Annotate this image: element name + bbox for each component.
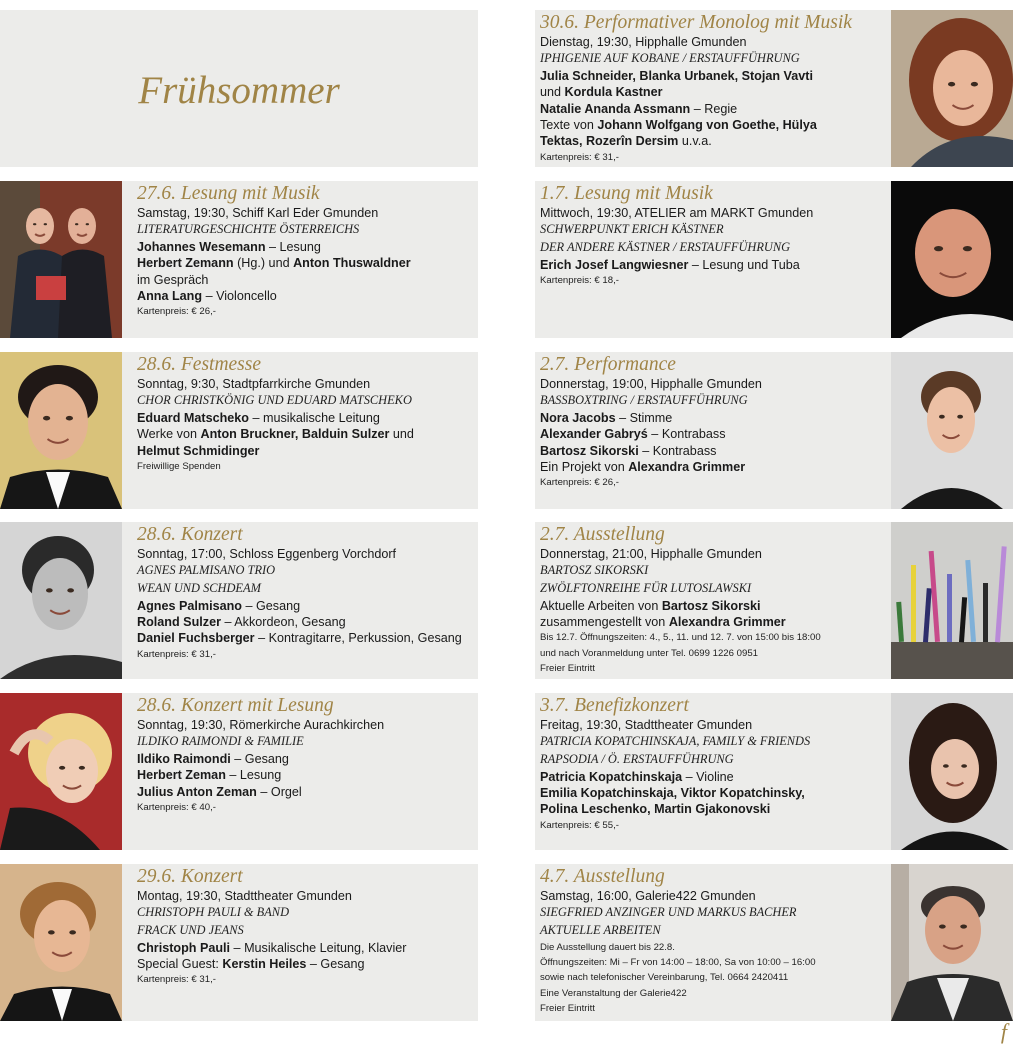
event-line xyxy=(137,940,406,956)
line-text: SCHWERPUNKT ERICH KÄSTNER xyxy=(540,222,724,237)
line-text: WEAN UND SCHDEAM xyxy=(137,581,261,596)
performer-name: Ildiko Raimondi xyxy=(137,752,231,767)
event-card xyxy=(535,181,1013,338)
event-line xyxy=(137,630,462,646)
event-line xyxy=(540,133,852,149)
line-text: – Gesang xyxy=(306,957,365,972)
line-text: Öffnungszeiten: Mi – Fr von 14:00 – 18:00, Sa von 10:00 – 16:00 xyxy=(540,957,816,969)
line-text: Eine Veranstaltung der Galerie422 xyxy=(540,987,687,999)
line-text: im Gespräch xyxy=(137,272,209,287)
title-card xyxy=(0,10,478,167)
event-photo xyxy=(0,181,122,338)
event-line xyxy=(540,410,762,426)
event-line xyxy=(137,784,384,800)
event-heading: 30.6. Performativer Monolog mit Musik xyxy=(540,12,852,33)
line-text: – Lesung und Tuba xyxy=(688,257,800,272)
line-text: – Violoncello xyxy=(202,288,277,303)
event-card xyxy=(0,181,478,338)
event-photo xyxy=(891,181,1013,338)
event-note xyxy=(137,459,414,474)
event-line xyxy=(540,101,852,117)
page-title: Frühsommer xyxy=(138,69,340,112)
event-line xyxy=(137,888,406,904)
event-text xyxy=(137,183,411,319)
event-line xyxy=(540,426,762,442)
line-text: – musikalische Leitung xyxy=(248,411,380,426)
event-text xyxy=(540,12,852,165)
event-heading: 1.7. Lesung mit Musik xyxy=(540,183,713,204)
line-text: ILDIKO RAIMONDI & FAMILIE xyxy=(137,734,304,749)
event-photo xyxy=(0,522,122,679)
line-text: Kartenpreis: € 26,- xyxy=(137,306,216,318)
event-program-title xyxy=(137,221,411,239)
performer-name: Polina Leschenko, Martin Gjakonovski xyxy=(540,802,771,817)
performer-name: Alexander Gabryś xyxy=(540,427,648,442)
performer-name: Christoph Pauli xyxy=(137,940,231,955)
event-line xyxy=(137,614,462,630)
event-text xyxy=(137,354,414,474)
event-line xyxy=(540,205,813,221)
event-line xyxy=(137,272,411,288)
event-photo xyxy=(0,864,122,1021)
event-line xyxy=(540,546,821,562)
line-text: Special Guest: xyxy=(137,957,223,972)
line-text: Sonntag, 19:30, Römerkirche Aurachkirchen xyxy=(137,718,385,732)
event-program-title xyxy=(540,562,821,580)
line-text: BASSBOXTRING / ERSTAUFFÜHRUNG xyxy=(540,393,748,408)
line-text: – Lesung xyxy=(265,240,321,255)
event-card xyxy=(0,693,478,850)
event-photo xyxy=(0,352,122,509)
event-heading: 28.6. Konzert xyxy=(137,524,243,545)
event-photo xyxy=(891,693,1013,850)
line-text: Aktuelle Arbeiten von xyxy=(540,598,662,613)
performer-name: Kordula Kastner xyxy=(564,85,663,100)
performer-name: Herbert Zeman xyxy=(137,768,226,783)
line-text: Bis 12.7. Öffnungszeiten: 4., 5., 11. und 12. 7. von 15:00 bis 18:00 xyxy=(540,632,821,644)
event-line xyxy=(137,376,414,392)
event-card xyxy=(535,522,1013,679)
event-line xyxy=(540,888,816,904)
event-note xyxy=(540,955,816,970)
event-line xyxy=(137,717,384,733)
event-line xyxy=(540,68,852,84)
line-text: Mittwoch, 19:30, ATELIER am MARKT Gmunden xyxy=(540,206,814,220)
line-text: zusammengestellt von xyxy=(540,615,669,630)
line-text: CHOR CHRISTKÖNIG UND EDUARD MATSCHEKO xyxy=(137,393,412,408)
line-text: BARTOSZ SIKORSKI xyxy=(540,563,649,578)
line-text: Kartenpreis: € 18,- xyxy=(540,275,619,287)
performer-name: Julia Schneider, Blanka Urbanek, Stojan Vavti xyxy=(540,69,813,84)
line-text: und xyxy=(389,427,414,442)
event-note xyxy=(540,273,813,288)
line-text: Texte von xyxy=(540,117,598,132)
event-line xyxy=(137,288,411,304)
line-text: AGNES PALMISANO TRIO xyxy=(137,563,276,578)
event-program-title xyxy=(137,580,462,598)
event-program-title xyxy=(540,751,810,769)
line-text: – Orgel xyxy=(256,784,302,799)
performer-name: Erich Josef Langwiesner xyxy=(540,257,689,272)
event-note xyxy=(137,647,462,662)
event-card xyxy=(535,10,1013,167)
event-card xyxy=(0,522,478,679)
line-text: Sonntag, 9:30, Stadtpfarrkirche Gmunden xyxy=(137,377,371,391)
event-program-title xyxy=(540,239,813,257)
event-line xyxy=(137,239,411,255)
line-text: SIEGFRIED ANZINGER UND MARKUS BACHER xyxy=(540,905,797,920)
event-note xyxy=(540,630,821,645)
event-heading: 2.7. Performance xyxy=(540,354,676,375)
event-line xyxy=(137,255,411,271)
event-text xyxy=(137,695,384,815)
event-text xyxy=(540,695,810,833)
line-text: (Hg.) und xyxy=(233,256,294,271)
performer-name: Bartosz Sikorski xyxy=(661,598,761,613)
event-program-title xyxy=(137,922,406,940)
performer-name: Roland Sulzer xyxy=(137,615,221,630)
event-program-title xyxy=(540,221,813,239)
event-photo xyxy=(0,693,122,850)
line-text: Sonntag, 17:00, Schloss Eggenberg Vorchdorf xyxy=(137,547,397,561)
line-text: – Kontragitarre, Perkussion, Gesang xyxy=(254,631,462,646)
performer-name: Herbert Zemann xyxy=(137,256,234,271)
event-heading: 3.7. Benefizkonzert xyxy=(540,695,689,716)
performer-name: Alexandra Grimmer xyxy=(628,459,746,474)
event-line xyxy=(137,205,411,221)
event-program-title xyxy=(137,904,406,922)
performer-name: Bartosz Sikorski xyxy=(540,443,639,458)
event-note xyxy=(540,150,852,165)
line-text: CHRISTOPH PAULI & BAND xyxy=(137,905,290,920)
line-text: Kartenpreis: € 26,- xyxy=(540,477,619,489)
event-heading: 27.6. Lesung mit Musik xyxy=(137,183,320,204)
event-note xyxy=(540,818,810,833)
event-line xyxy=(540,459,762,475)
event-note xyxy=(137,304,411,319)
line-text: Werke von xyxy=(137,427,201,442)
event-program-title xyxy=(137,392,414,410)
line-text: Montag, 19:30, Stadttheater Gmunden xyxy=(137,889,352,903)
event-line xyxy=(540,117,852,133)
line-text: Kartenpreis: € 40,- xyxy=(137,801,216,813)
performer-name: Kerstin Heiles xyxy=(222,957,307,972)
line-text: FRACK UND JEANS xyxy=(137,923,244,938)
performer-name: Eduard Matscheko xyxy=(137,411,249,426)
line-text: und nach Voranmeldung unter Tel. 0699 1226 0951 xyxy=(540,647,758,659)
performer-name: Agnes Palmisano xyxy=(137,598,242,613)
event-card xyxy=(0,864,478,1021)
event-text xyxy=(540,183,813,288)
line-text: Freier Eintritt xyxy=(540,1002,595,1014)
line-text: PATRICIA KOPATCHINSKAJA, FAMILY & FRIENDS xyxy=(540,734,811,749)
performer-name: Johannes Wesemann xyxy=(137,240,266,255)
event-note xyxy=(540,475,762,490)
event-card xyxy=(535,864,1013,1021)
event-program-title xyxy=(540,392,762,410)
event-line xyxy=(137,426,414,442)
line-text: LITERATURGESCHICHTE ÖSTERREICHS xyxy=(137,222,360,237)
event-program-title xyxy=(137,562,462,580)
event-line xyxy=(137,598,462,614)
line-text: Donnerstag, 21:00, Hipphalle Gmunden xyxy=(540,547,762,561)
event-program-title xyxy=(540,580,821,598)
event-line xyxy=(137,767,384,783)
performer-name: Nora Jacobs xyxy=(540,411,616,426)
event-heading: 28.6. Festmesse xyxy=(137,354,262,375)
event-card xyxy=(0,352,478,509)
line-text: – Lesung xyxy=(225,768,282,783)
event-note xyxy=(540,940,816,955)
event-program-title xyxy=(540,904,816,922)
performer-name: Tektas, Rozerîn Dersim xyxy=(540,134,679,149)
line-text: – Gesang xyxy=(230,752,289,767)
event-line xyxy=(137,443,414,459)
event-note xyxy=(540,986,816,1001)
event-card xyxy=(535,352,1013,509)
line-text: u.v.a. xyxy=(678,134,712,149)
line-text: AKTUELLE ARBEITEN xyxy=(540,923,661,938)
event-line xyxy=(540,801,810,817)
event-note xyxy=(137,800,384,815)
line-text: Ein Projekt von xyxy=(540,459,629,474)
event-photo xyxy=(891,522,1013,679)
event-heading: 4.7. Ausstellung xyxy=(540,866,665,887)
line-text: Kartenpreis: € 55,- xyxy=(540,819,619,831)
event-line xyxy=(137,546,462,562)
event-line xyxy=(137,751,384,767)
event-line xyxy=(540,614,821,630)
event-note xyxy=(540,1001,816,1016)
line-text: Freier Eintritt xyxy=(540,662,595,674)
event-program-title xyxy=(540,922,816,940)
performer-name: Anna Lang xyxy=(137,288,203,303)
line-text: Samstag, 16:00, Galerie422 Gmunden xyxy=(540,889,756,903)
event-text xyxy=(137,866,406,988)
event-note xyxy=(540,970,816,985)
line-text: Donnerstag, 19:00, Hipphalle Gmunden xyxy=(540,377,762,391)
line-text: DER ANDERE KÄSTNER / ERSTAUFFÜHRUNG xyxy=(540,240,791,255)
event-note xyxy=(540,646,821,661)
performer-name: Anton Thuswaldner xyxy=(293,256,411,271)
line-text: ZWÖLFTONREIHE FÜR LUTOSLAWSKI xyxy=(540,581,752,596)
line-text: Dienstag, 19:30, Hipphalle Gmunden xyxy=(540,35,747,49)
event-line xyxy=(137,956,406,972)
line-text: – Stimme xyxy=(615,411,673,426)
line-text: Kartenpreis: € 31,- xyxy=(540,151,619,163)
event-line xyxy=(540,34,852,50)
line-text: Freiwillige Spenden xyxy=(137,460,221,472)
event-heading: 28.6. Konzert mit Lesung xyxy=(137,695,334,716)
line-text: – Regie xyxy=(690,101,738,116)
line-text: Freitag, 19:30, Stadttheater Gmunden xyxy=(540,718,753,732)
event-line xyxy=(540,598,821,614)
event-text xyxy=(540,354,762,490)
event-photo xyxy=(891,352,1013,509)
event-note xyxy=(137,972,406,987)
event-line xyxy=(540,257,813,273)
line-text: – Akkordeon, Gesang xyxy=(220,615,346,630)
line-text: IPHIGENIE AUF KOBANE / ERSTAUFFÜHRUNG xyxy=(540,51,800,66)
line-text: und xyxy=(540,85,565,100)
event-text xyxy=(540,524,821,676)
performer-name: Helmut Schmidinger xyxy=(137,443,260,458)
event-heading: 2.7. Ausstellung xyxy=(540,524,665,545)
footer-mark: f xyxy=(1000,1019,1007,1044)
performer-name: Patricia Kopatchinskaja xyxy=(540,769,683,784)
event-line xyxy=(540,785,810,801)
performer-name: Julius Anton Zeman xyxy=(137,784,257,799)
line-text: – Violine xyxy=(682,769,734,784)
event-line xyxy=(540,769,810,785)
performer-name: Natalie Ananda Assmann xyxy=(540,101,691,116)
event-card xyxy=(535,693,1013,850)
line-text: – Kontrabass xyxy=(647,427,726,442)
performer-name: Anton Bruckner, Balduin Sulzer xyxy=(200,427,390,442)
performer-name: Daniel Fuchsberger xyxy=(137,631,255,646)
line-text: Samstag, 19:30, Schiff Karl Eder Gmunden xyxy=(137,206,379,220)
line-text: – Musikalische Leitung, Klavier xyxy=(230,940,407,955)
event-line xyxy=(540,443,762,459)
event-photo xyxy=(891,10,1013,167)
event-line xyxy=(540,376,762,392)
event-program-title xyxy=(540,733,810,751)
event-photo xyxy=(891,864,1013,1021)
event-heading: 29.6. Konzert xyxy=(137,866,243,887)
event-program-title xyxy=(540,50,852,68)
performer-name: Emilia Kopatchinskaja, Viktor Kopatchinsky, xyxy=(540,786,805,801)
event-text xyxy=(540,866,816,1016)
line-text: Kartenpreis: € 31,- xyxy=(137,974,216,986)
performer-name: Alexandra Grimmer xyxy=(668,615,786,630)
event-text xyxy=(137,524,462,662)
event-program-title xyxy=(137,733,384,751)
line-text: – Gesang xyxy=(241,598,301,613)
line-text: – Kontrabass xyxy=(638,443,717,458)
performer-name: Johann Wolfgang von Goethe, Hülya xyxy=(597,117,817,132)
line-text: Die Ausstellung dauert bis 22.8. xyxy=(540,941,675,953)
line-text: Kartenpreis: € 31,- xyxy=(137,648,216,660)
event-note xyxy=(540,661,821,676)
line-text: sowie nach telefonischer Vereinbarung, Tel. 0664 2420411 xyxy=(540,972,789,984)
event-line xyxy=(540,717,810,733)
event-line xyxy=(137,410,414,426)
line-text: RAPSODIA / Ö. ERSTAUFFÜHRUNG xyxy=(540,752,734,767)
event-line xyxy=(540,84,852,100)
